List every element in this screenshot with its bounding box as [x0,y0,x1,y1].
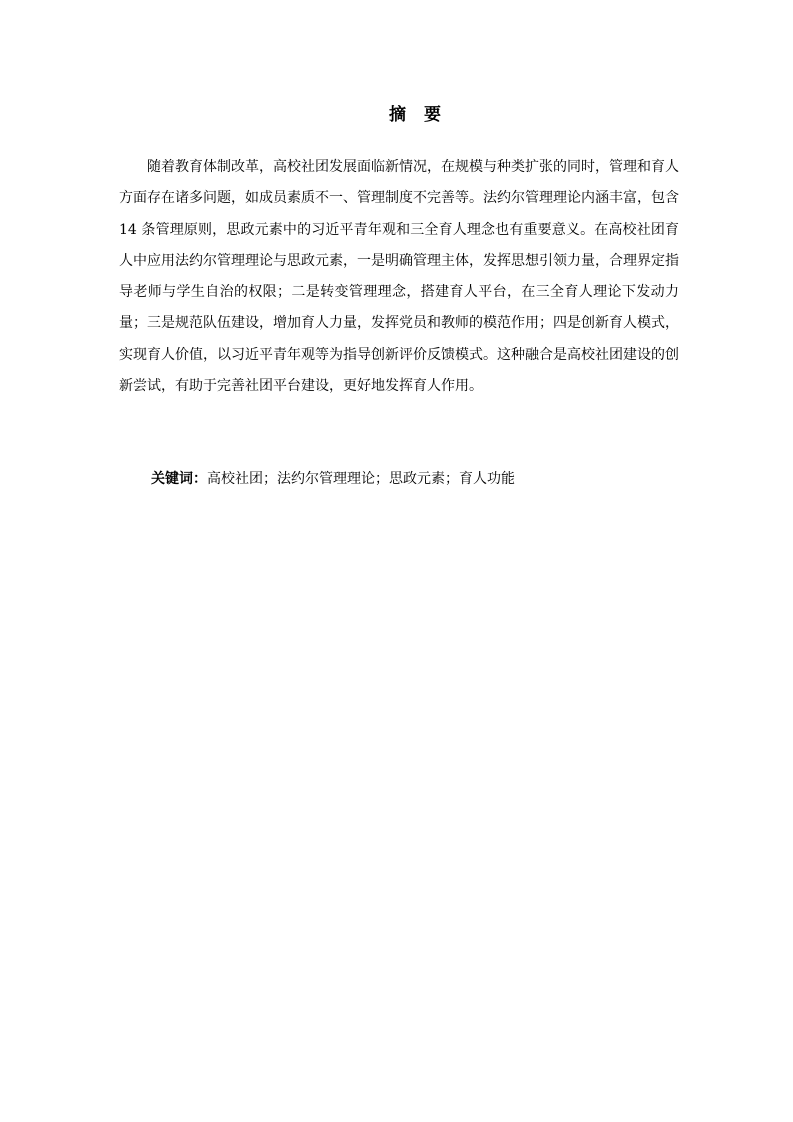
keywords-label: 关键词： [151,471,207,487]
heading-char-2: 要 [424,105,441,125]
keywords-line [151,466,711,492]
keywords-items: 高校社团；法约尔管理理论；思政元素；育人功能 [207,471,515,487]
heading-char-1: 摘 [389,105,406,125]
abstract-paragraph: 随着教育体制改革，高校社团发展面临新情况，在规模与种类扩张的同时，管理和育人方面存在诸多问题，如成员素质不一、管理制度不完善等。法约尔管理理论内涵丰富，包含 14 条管理原则，思政元素中的习近平青年观和三全育人理念也有重要意义。在高校社团育人中应用法约尔管理理论与思政元素，一是明确管理主体，发挥思想引领力量，合理界定指导老师与学生自治的权限；二是转变管理理念，搭建育人平台，在三全育人理论下发动力量；三是规范队伍建设，增加育人力量，发挥党员和教师的模范作用；四是创新育人模式，实现育人价值，以习近平青年观等为指导创新评价反馈模式。这种融合是高校社团建设的创新尝试，有助于完善社团平台建设，更好地发挥育人作用。 [119,159,679,395]
abstract-heading [0,102,793,128]
